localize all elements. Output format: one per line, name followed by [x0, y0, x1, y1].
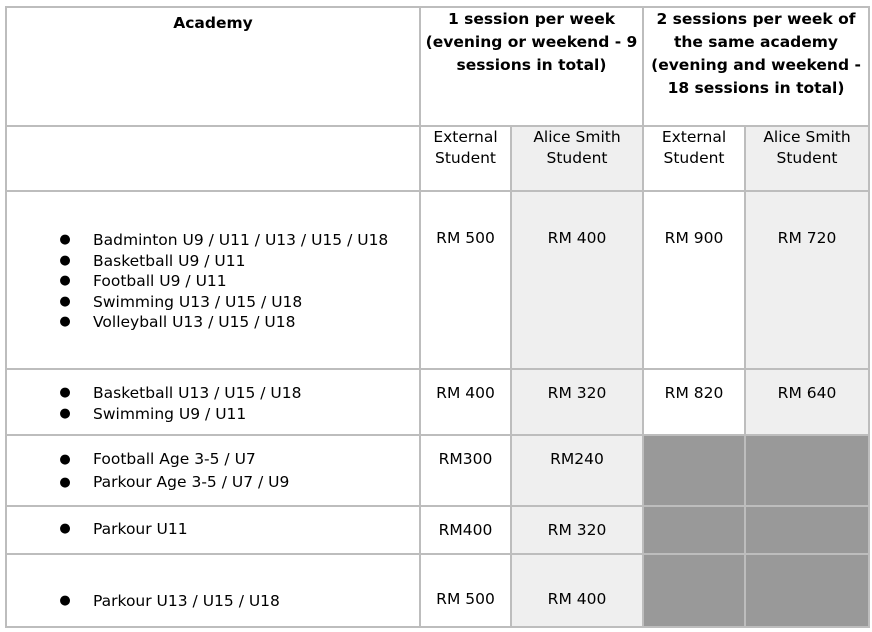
academy-cell — [6, 369, 420, 435]
table-row — [6, 191, 869, 369]
unavailable-cell — [643, 435, 745, 506]
sport-list — [7, 507, 419, 540]
unavailable-cell — [745, 506, 869, 554]
bullet-icon: ● — [59, 452, 71, 467]
table-row — [6, 435, 869, 506]
list-item: ● Basketball U13 / U15 / U18 — [7, 383, 419, 404]
list-item: ● Parkour U11 — [7, 519, 419, 540]
bullet-icon: ● — [59, 385, 71, 400]
bullet-icon: ● — [59, 521, 71, 536]
table-row — [6, 554, 869, 627]
bullet-icon: ● — [59, 475, 71, 490]
price-cell: RM 400 — [511, 554, 643, 627]
price-cell: RM 500 — [420, 191, 511, 369]
one-session-alice-header: Alice Smith Student — [511, 126, 643, 191]
academy-cell — [6, 435, 420, 506]
fee-table-container — [5, 6, 870, 628]
price-cell: RM 640 — [745, 369, 869, 435]
sport-list — [7, 192, 419, 333]
unavailable-cell — [643, 506, 745, 554]
list-item: ● Swimming U13 / U15 / U18 — [7, 292, 419, 313]
academy-cell — [6, 506, 420, 554]
academy-cell — [6, 191, 420, 369]
list-item: ● Badminton U9 / U11 / U13 / U15 / U18 — [7, 230, 419, 251]
price-cell: RM 320 — [511, 506, 643, 554]
unavailable-cell — [643, 554, 745, 627]
table-row — [6, 369, 869, 435]
price-cell: RM 720 — [745, 191, 869, 369]
list-item: ● Swimming U9 / U11 — [7, 404, 419, 425]
sport-list — [7, 436, 419, 494]
two-sessions-header: 2 sessions per week of the same academy (evening and weekend - 18 sessions in total) — [643, 7, 869, 126]
header-row — [6, 7, 869, 126]
subheader-empty-cell — [6, 126, 420, 191]
sport-list — [7, 555, 419, 612]
unavailable-cell — [745, 554, 869, 627]
price-cell: RM 820 — [643, 369, 745, 435]
sport-list — [7, 370, 419, 424]
two-sessions-alice-header: Alice Smith Student — [745, 126, 869, 191]
one-session-external-header: External Student — [420, 126, 511, 191]
price-cell: RM 900 — [643, 191, 745, 369]
bullet-icon: ● — [59, 232, 71, 247]
bullet-icon: ● — [59, 593, 71, 608]
one-session-header: 1 session per week (evening or weekend - 9 sessions in total) — [420, 7, 643, 126]
price-cell: RM400 — [420, 506, 511, 554]
price-cell: RM 400 — [420, 369, 511, 435]
price-cell: RM240 — [511, 435, 643, 506]
price-cell: RM 400 — [511, 191, 643, 369]
table-row — [6, 506, 869, 554]
bullet-icon: ● — [59, 405, 71, 421]
bullet-icon: ● — [59, 252, 71, 268]
list-item: ● Football U9 / U11 — [7, 271, 419, 292]
two-sessions-external-header: External Student — [643, 126, 745, 191]
price-cell: RM 500 — [420, 554, 511, 627]
list-item: ● Volleyball U13 / U15 / U18 — [7, 312, 419, 333]
bullet-icon: ● — [59, 293, 71, 309]
price-cell: RM300 — [420, 435, 511, 506]
fee-table — [5, 6, 870, 628]
price-cell: RM 320 — [511, 369, 643, 435]
list-item: ● Football Age 3-5 / U7 — [7, 448, 419, 471]
bullet-icon: ● — [59, 314, 71, 329]
list-item: ● Parkour Age 3-5 / U7 / U9 — [7, 471, 419, 494]
list-item: ● Basketball U9 / U11 — [7, 251, 419, 272]
list-item: ● Parkour U13 / U15 / U18 — [7, 591, 419, 612]
academy-header: Academy — [6, 7, 420, 126]
subheader-row — [6, 126, 869, 191]
academy-cell — [6, 554, 420, 627]
unavailable-cell — [745, 435, 869, 506]
bullet-icon: ● — [59, 273, 71, 288]
